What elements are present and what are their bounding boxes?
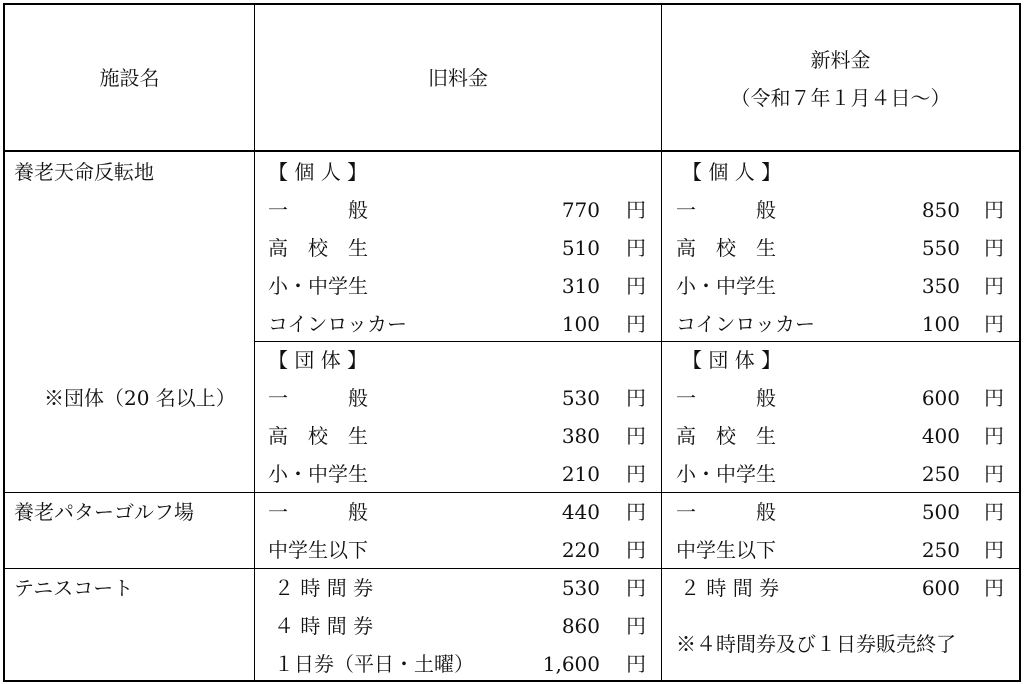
old-price-tennis-2h: 530 [561,576,600,600]
new-yen: 円 [984,462,1004,486]
new-price-putter-general: 500 [921,500,960,524]
tennis-top-line [3,568,1021,569]
new-label-locker: コインロッカー [676,312,815,336]
putter-top-line [3,492,1021,493]
new-group-heading: 【 団 体 】 [682,348,782,372]
new-label-highschool: 高 校 生 [676,236,776,260]
old-price-tennis-4h: 860 [561,614,600,638]
old-yen: 円 [626,198,646,222]
old-price-highschool: 510 [561,236,600,260]
group-divider-line [254,341,1021,342]
old-label-tennis-4h: ４ 時 間 券 [274,614,374,638]
header-facility: 施設名 [99,66,160,90]
new-label-putter-general: 一 般 [676,500,776,524]
old-price-elemjunior-group: 210 [561,462,600,486]
facility-tennis: テニスコート [14,576,134,600]
new-price-highschool-group: 400 [921,424,960,448]
new-price-locker: 100 [921,312,960,336]
old-price-elemjunior: 310 [561,274,600,298]
new-label-general-group: 一 般 [676,386,776,410]
header-new-date: （令和７年１月４日～） [730,86,951,110]
new-price-elemjunior-group: 250 [921,462,960,486]
old-yen: 円 [626,614,646,638]
new-label-elemjunior: 小・中学生 [676,274,776,298]
old-yen: 円 [626,576,646,600]
new-yen: 円 [984,386,1004,410]
border-top [3,3,1021,5]
new-yen: 円 [984,500,1004,524]
old-label-highschool: 高 校 生 [268,236,368,260]
old-label-elemjunior: 小・中学生 [268,274,368,298]
new-yen: 円 [984,198,1004,222]
old-label-elemjunior-group: 小・中学生 [268,462,368,486]
header-bottom-line [3,150,1021,152]
new-price-highschool: 550 [921,236,960,260]
col-divider-1 [254,3,255,682]
old-label-locker: コインロッカー [268,312,407,336]
new-yen: 円 [984,312,1004,336]
facility-putter: 養老パターゴルフ場 [14,500,194,524]
old-label-general: 一 般 [268,198,368,222]
new-price-tennis-2h: 600 [921,576,960,600]
old-yen: 円 [626,538,646,562]
old-label-general-group: 一 般 [268,386,368,410]
old-individual-heading: 【 個 人 】 [268,160,368,184]
new-yen: 円 [984,538,1004,562]
old-yen: 円 [626,236,646,260]
new-yen: 円 [984,274,1004,298]
old-price-putter-general: 440 [561,500,600,524]
new-label-elemjunior-group: 小・中学生 [676,462,776,486]
new-label-highschool-group: 高 校 生 [676,424,776,448]
new-price-general: 850 [921,198,960,222]
group-note: ※団体（20 名以上） [44,386,236,410]
new-yen: 円 [984,424,1004,448]
old-yen: 円 [626,274,646,298]
tennis-note: ※４時間券及び１日券販売終了 [676,632,956,656]
old-yen: 円 [626,500,646,524]
old-price-locker: 100 [561,312,600,336]
old-yen: 円 [626,424,646,448]
header-new-fee: 新料金 [810,48,871,72]
new-individual-heading: 【 個 人 】 [682,160,782,184]
old-yen: 円 [626,386,646,410]
old-label-putter-junior: 中学生以下 [268,538,368,562]
old-price-putter-junior: 220 [561,538,600,562]
new-label-tennis-2h: ２ 時 間 券 [680,576,780,600]
new-price-general-group: 600 [921,386,960,410]
old-yen: 円 [626,652,646,676]
new-label-general: 一 般 [676,198,776,222]
old-price-general-group: 530 [561,386,600,410]
border-left [3,3,5,682]
old-label-tennis-2h: ２ 時 間 券 [274,576,374,600]
new-price-elemjunior: 350 [921,274,960,298]
border-bottom [3,680,1021,682]
border-right [1019,3,1021,682]
old-price-general: 770 [561,198,600,222]
header-old-fee: 旧料金 [428,66,488,90]
old-yen: 円 [626,462,646,486]
old-yen: 円 [626,312,646,336]
new-label-putter-junior: 中学生以下 [676,538,776,562]
new-yen: 円 [984,576,1004,600]
old-label-tennis-day: １日券（平日・土曜） [274,652,474,676]
new-price-putter-junior: 250 [921,538,960,562]
old-price-highschool-group: 380 [561,424,600,448]
facility-yoro: 養老天命反転地 [14,160,154,184]
old-label-putter-general: 一 般 [268,500,368,524]
old-price-tennis-day: 1,600 [542,652,600,676]
new-yen: 円 [984,236,1004,260]
old-group-heading: 【 団 体 】 [268,348,368,372]
old-label-highschool-group: 高 校 生 [268,424,368,448]
